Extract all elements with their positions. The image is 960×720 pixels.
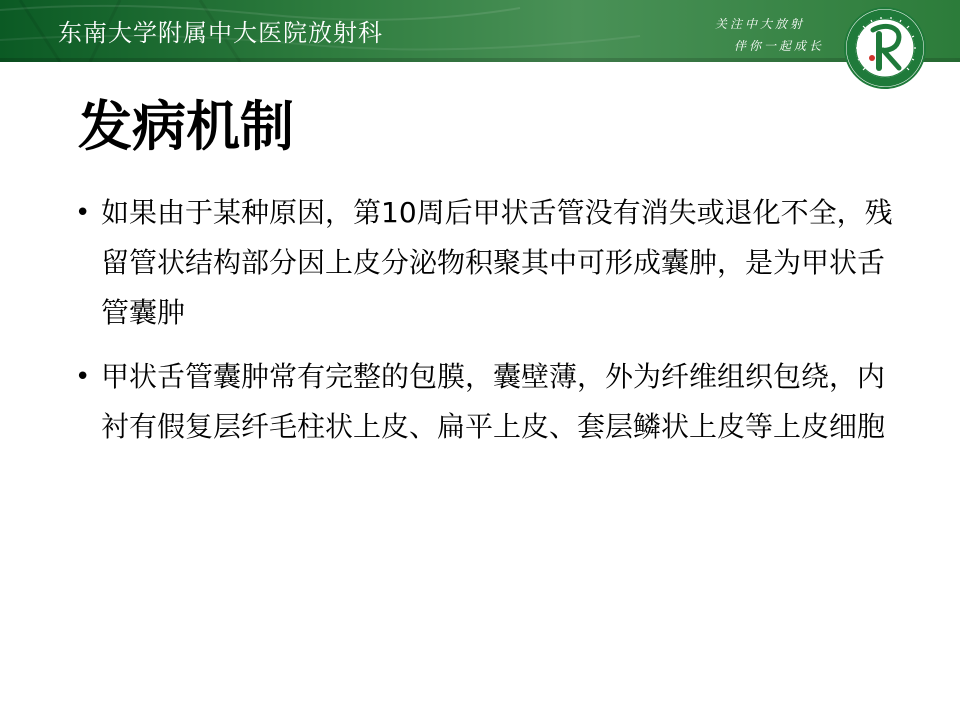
bullet-dot-icon: •	[75, 198, 91, 228]
slogan-line-1: 关注中大放射	[715, 17, 806, 31]
bullet-text: 如果由于某种原因，第10周后甲状舌管没有消失或退化不全，残留管状结构部分因上皮分泌物积聚其中可形成囊肿，是为甲状舌管囊肿	[101, 196, 893, 329]
bullet-dot-icon: •	[75, 362, 91, 392]
hospital-radiology-logo-icon	[843, 6, 927, 90]
bullet-item	[75, 188, 895, 338]
header-banner	[0, 0, 960, 62]
slide-title: 发病机制	[78, 95, 294, 158]
slogan-line-2: 伴你一起成长	[734, 39, 825, 53]
org-name: 东南大学附属中大医院放射科	[58, 19, 383, 47]
bullet-text: 甲状舌管囊肿常有完整的包膜，囊壁薄，外为纤维组织包绕，内衬有假复层纤毛柱状上皮、扁平上皮、套层鳞状上皮等上皮细胞	[101, 360, 886, 443]
bullet-list	[75, 188, 895, 466]
bullet-item	[75, 352, 895, 452]
